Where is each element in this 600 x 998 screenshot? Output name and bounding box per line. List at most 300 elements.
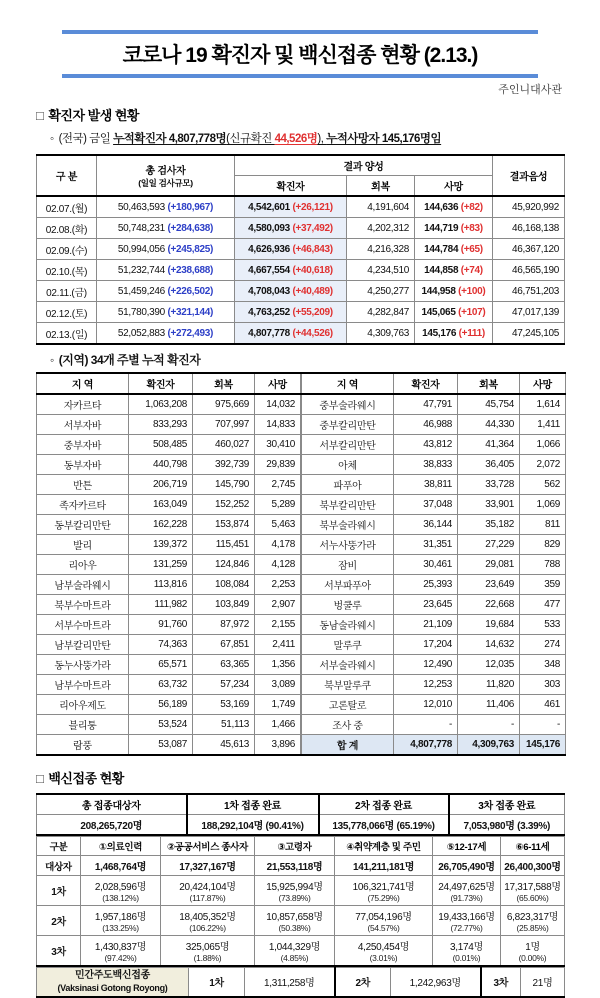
region-row	[302, 515, 566, 535]
region-name: 자카르타	[37, 394, 129, 415]
confirmed-delta: (+40,618)	[292, 264, 333, 276]
region-confirmed: 53,524	[129, 715, 193, 735]
region-row	[37, 455, 301, 475]
region-name: 벙쿨루	[302, 595, 394, 615]
dose-percent: (65.60%)	[516, 893, 549, 903]
tested-delta: (+321,144)	[167, 306, 214, 318]
region-recovered: 45,754	[458, 394, 520, 415]
total-label: 합 계	[302, 735, 394, 756]
region-recovered: 45,613	[193, 735, 255, 756]
deaths-cell	[415, 260, 493, 281]
region-name: 족자카르타	[37, 495, 129, 515]
square-bullet-icon: □	[36, 108, 44, 123]
dose-percent: (0.00%)	[518, 953, 547, 963]
region-row	[37, 655, 301, 675]
negative-cell: 45,920,992	[493, 196, 565, 218]
deaths-delta: (+107)	[458, 306, 486, 318]
region-table-left	[36, 372, 301, 756]
region-deaths: 461	[520, 695, 566, 715]
region-name: 리아우	[37, 555, 129, 575]
dose-percent: (133.25%)	[102, 923, 139, 933]
target-label: 대상자	[37, 856, 81, 876]
region-name: 남부칼리만탄	[37, 635, 129, 655]
dose-cell	[433, 876, 501, 906]
tested-value: 51,232,744	[117, 264, 165, 276]
col-header-tested	[97, 155, 235, 196]
total-confirmed: 4,807,778	[394, 735, 458, 756]
deaths-value: 144,636	[424, 201, 459, 213]
tested-delta: (+226,502)	[167, 285, 214, 297]
paren-close: ),	[317, 133, 327, 145]
gotong-dose3-value: 21명	[521, 968, 565, 997]
dose-value: 77,054,196명	[355, 912, 412, 923]
region-deaths: 29,839	[255, 455, 301, 475]
dose-cell	[81, 876, 161, 906]
region-recovered: 460,027	[193, 435, 255, 455]
region-heading-text: (지역) 34개 주별 누적 확진자	[58, 353, 201, 367]
daily-cases-table	[36, 154, 565, 345]
region-row	[37, 394, 301, 415]
region-row	[302, 615, 566, 635]
col-header-deaths: 사망	[255, 373, 301, 394]
region-recovered: 23,649	[458, 575, 520, 595]
deaths-delta: (+83)	[460, 222, 483, 234]
region-deaths: 477	[520, 595, 566, 615]
region-row	[37, 695, 301, 715]
dose-value: 19,433,166명	[438, 912, 495, 923]
dose-percent: (1.88%)	[193, 953, 222, 963]
title-top-bar	[62, 30, 538, 34]
confirmed-value: 4,580,093	[248, 222, 290, 234]
recovered-cell: 4,309,763	[347, 323, 415, 345]
region-row	[302, 675, 566, 695]
confirmed-value: 4,626,936	[248, 243, 290, 255]
deaths-cell	[415, 218, 493, 239]
group-col-medical: ①의료인력	[81, 837, 161, 856]
region-recovered: 124,846	[193, 555, 255, 575]
region-recovered: -	[458, 715, 520, 735]
region-section-heading	[50, 351, 564, 368]
region-tables	[36, 372, 564, 756]
dose-cell	[161, 876, 255, 906]
dose-percent: (106.22%)	[189, 923, 226, 933]
region-recovered: 11,406	[458, 695, 520, 715]
region-confirmed: 12,253	[394, 675, 458, 695]
daily-row	[37, 218, 565, 239]
region-recovered: 67,851	[193, 635, 255, 655]
daily-row	[37, 239, 565, 260]
region-row	[37, 615, 301, 635]
region-deaths: 1,411	[520, 415, 566, 435]
circle-bullet-icon: ◦	[50, 353, 54, 367]
deaths-value: 144,958	[421, 285, 456, 297]
region-name: 서누사뚱가라	[302, 535, 394, 555]
region-recovered: 145,790	[193, 475, 255, 495]
dose-value: 3,174명	[450, 942, 483, 953]
region-deaths: 2,155	[255, 615, 301, 635]
region-recovered: 108,084	[193, 575, 255, 595]
region-confirmed: 47,791	[394, 394, 458, 415]
region-row	[37, 575, 301, 595]
region-name: 남부수마트라	[37, 675, 129, 695]
dose-percent: (117.87%)	[189, 893, 226, 903]
confirmed-cell	[235, 281, 347, 302]
date-cell: 02.13.(일)	[37, 323, 97, 345]
region-name: 북부칼리만탄	[302, 495, 394, 515]
tested-delta: (+284,638)	[167, 222, 214, 234]
region-row	[37, 515, 301, 535]
region-row	[302, 635, 566, 655]
deaths-cell	[415, 239, 493, 260]
daily-row	[37, 196, 565, 218]
negative-cell: 46,565,190	[493, 260, 565, 281]
region-confirmed: 440,798	[129, 455, 193, 475]
region-confirmed: 17,204	[394, 635, 458, 655]
tested-header-main: 총 검사자	[145, 166, 186, 177]
dose-cell	[81, 936, 161, 967]
dose-value: 325,065명	[185, 942, 230, 953]
dose-label: 1차	[37, 876, 81, 906]
negative-cell: 46,751,203	[493, 281, 565, 302]
region-confirmed: 21,109	[394, 615, 458, 635]
region-confirmed: 56,189	[129, 695, 193, 715]
summary-value-dose2: 135,778,066명 (65.19%)	[319, 815, 449, 836]
region-row	[302, 695, 566, 715]
region-confirmed: 23,645	[394, 595, 458, 615]
region-confirmed: 508,485	[129, 435, 193, 455]
target-value: 17,327,167명	[161, 856, 255, 876]
region-confirmed: 113,816	[129, 575, 193, 595]
vaccine-summary-table	[36, 793, 565, 836]
dose-value: 6,823,317명	[506, 912, 559, 923]
region-confirmed: 37,048	[394, 495, 458, 515]
date-cell: 02.12.(토)	[37, 302, 97, 323]
region-name: 북부수마트라	[37, 595, 129, 615]
recovered-cell: 4,282,847	[347, 302, 415, 323]
dose-percent: (73.89%)	[278, 893, 311, 903]
confirmed-value: 4,667,554	[248, 264, 290, 276]
col-header-confirmed: 확진자	[129, 373, 193, 394]
tested-delta: (+245,825)	[167, 243, 214, 255]
region-name: 아체	[302, 455, 394, 475]
group-col-6-11: ⑥6-11세	[501, 837, 565, 856]
region-deaths: 5,463	[255, 515, 301, 535]
region-row	[302, 535, 566, 555]
summary-value-total: 208,265,720명	[37, 815, 187, 836]
summary-header-total: 총 접종대상자	[37, 794, 187, 815]
date-cell: 02.11.(금)	[37, 281, 97, 302]
region-row	[302, 415, 566, 435]
group-col-label: 구분	[37, 837, 81, 856]
title-banner	[62, 30, 538, 78]
region-row	[37, 715, 301, 735]
confirmed-delta: (+55,209)	[292, 306, 333, 318]
dose-cell	[335, 876, 433, 906]
region-deaths: 14,833	[255, 415, 301, 435]
col-header-deaths: 사망	[520, 373, 566, 394]
dose-cell	[81, 906, 161, 936]
confirmed-cell	[235, 260, 347, 281]
region-deaths: 359	[520, 575, 566, 595]
region-recovered: 392,739	[193, 455, 255, 475]
region-recovered: 27,229	[458, 535, 520, 555]
region-name: 블리퉁	[37, 715, 129, 735]
region-confirmed: 38,833	[394, 455, 458, 475]
tested-delta: (+238,688)	[167, 264, 214, 276]
dose-cell	[335, 906, 433, 936]
dose-cell	[501, 906, 565, 936]
confirmed-value: 4,763,252	[248, 306, 290, 318]
group-col-elderly: ③고령자	[255, 837, 335, 856]
gotong-label-en: (Vaksinasi Gotong Royong)	[57, 982, 168, 993]
region-deaths: 348	[520, 655, 566, 675]
tested-cell	[97, 260, 235, 281]
target-value: 141,211,181명	[335, 856, 433, 876]
region-name: 동부자바	[37, 455, 129, 475]
gotong-dose1-label: 1차	[189, 968, 245, 997]
region-recovered: 103,849	[193, 595, 255, 615]
region-name: 동부칼리만탄	[37, 515, 129, 535]
gotong-dose1-value: 1,311,258명	[245, 968, 335, 997]
gotong-royong-table	[36, 967, 565, 998]
title-bottom-bar	[62, 74, 538, 78]
summary-header-dose2: 2차 접종 완료	[319, 794, 449, 815]
region-confirmed: 36,144	[394, 515, 458, 535]
region-confirmed: 30,461	[394, 555, 458, 575]
dose-percent: (3.01%)	[369, 953, 398, 963]
region-row	[302, 555, 566, 575]
region-confirmed: 25,393	[394, 575, 458, 595]
region-confirmed: 111,982	[129, 595, 193, 615]
tested-cell	[97, 281, 235, 302]
region-recovered: 12,035	[458, 655, 520, 675]
dose-value: 1명	[525, 942, 540, 953]
col-header-negative: 결과음성	[493, 155, 565, 196]
dose-cell	[255, 936, 335, 967]
region-recovered: 22,668	[458, 595, 520, 615]
dose-row	[37, 876, 565, 906]
region-deaths: 2,072	[520, 455, 566, 475]
region-recovered: 36,405	[458, 455, 520, 475]
daily-row	[37, 260, 565, 281]
region-deaths: 788	[520, 555, 566, 575]
tested-cell	[97, 196, 235, 218]
region-name: 리아우제도	[37, 695, 129, 715]
gotong-label	[37, 968, 189, 997]
dose-cell	[335, 936, 433, 967]
tested-value: 50,748,231	[117, 222, 165, 234]
confirmed-value: 4,542,601	[248, 201, 290, 213]
col-header-positive: 결과 양성	[235, 155, 493, 176]
dose-percent: (0.01%)	[452, 953, 481, 963]
dose-label: 3차	[37, 936, 81, 967]
region-name: 중부자바	[37, 435, 129, 455]
dose-value: 1,957,186명	[94, 912, 147, 923]
region-name: 서부칼리만탄	[302, 435, 394, 455]
dose-cell	[501, 936, 565, 967]
confirmed-delta: (+40,489)	[292, 285, 333, 297]
region-deaths: 829	[520, 535, 566, 555]
dose-value: 24,497,625명	[438, 882, 495, 893]
dose-row	[37, 936, 565, 967]
national-summary-line	[50, 130, 564, 146]
region-confirmed: 131,259	[129, 555, 193, 575]
region-deaths: 274	[520, 635, 566, 655]
region-confirmed: 53,087	[129, 735, 193, 756]
col-header-confirmed: 확진자	[235, 176, 347, 197]
summary-header-dose1: 1차 접종 완료	[187, 794, 319, 815]
negative-cell: 47,245,105	[493, 323, 565, 345]
dose-cell	[255, 876, 335, 906]
region-deaths: 2,745	[255, 475, 301, 495]
dose-value: 106,321,741명	[352, 882, 415, 893]
agency-name: 주인니대사관	[498, 84, 562, 96]
dose-percent: (138.12%)	[102, 893, 139, 903]
date-cell: 02.09.(수)	[37, 239, 97, 260]
vaccine-section-heading	[36, 768, 564, 787]
deaths-cell	[415, 302, 493, 323]
negative-cell: 47,017,139	[493, 302, 565, 323]
target-value: 26,705,490명	[433, 856, 501, 876]
region-row	[302, 595, 566, 615]
region-confirmed: 43,812	[394, 435, 458, 455]
region-name: 동누사뚱가라	[37, 655, 129, 675]
region-deaths: 1,466	[255, 715, 301, 735]
col-header-region: 지 역	[37, 373, 129, 394]
region-recovered: 152,252	[193, 495, 255, 515]
cases-heading-text: 확진자 발생 현황	[48, 108, 139, 123]
daily-row	[37, 302, 565, 323]
confirmed-cell	[235, 323, 347, 345]
region-deaths: 562	[520, 475, 566, 495]
region-row	[37, 495, 301, 515]
region-recovered: 19,684	[458, 615, 520, 635]
dose-value: 2,028,596명	[94, 882, 147, 893]
paren-open: (신규확진	[226, 133, 275, 145]
deaths-delta: (+65)	[460, 243, 483, 255]
region-name: 고론탈로	[302, 695, 394, 715]
page-title: 코로나 19 확진자 및 백신접종 현황 (2.13.)	[122, 44, 478, 67]
gotong-dose2-label: 2차	[335, 968, 391, 997]
confirmed-value: 4,807,778	[248, 327, 290, 339]
tested-value: 51,459,246	[117, 285, 165, 297]
recovered-cell: 4,234,510	[347, 260, 415, 281]
dose-percent: (72.77%)	[450, 923, 483, 933]
region-name: 중부술라웨시	[302, 394, 394, 415]
region-deaths: 30,410	[255, 435, 301, 455]
gotong-dose2-value: 1,242,963명	[391, 968, 481, 997]
confirmed-delta: (+37,492)	[292, 222, 333, 234]
region-total-row	[302, 735, 566, 756]
dose-value: 20,424,104명	[179, 882, 236, 893]
cum-deaths-text: 누적사망자 145,176명임	[326, 133, 442, 145]
negative-cell: 46,168,138	[493, 218, 565, 239]
region-recovered: 35,182	[458, 515, 520, 535]
region-table-right	[301, 372, 566, 756]
tested-value: 50,463,593	[117, 201, 165, 213]
deaths-value: 144,784	[424, 243, 459, 255]
region-row-investigating	[302, 715, 566, 735]
region-confirmed: 91,760	[129, 615, 193, 635]
tested-delta: (+272,493)	[167, 327, 214, 339]
recovered-cell: 4,250,277	[347, 281, 415, 302]
cum-confirmed-text: 누적확진자 4,807,778명	[113, 133, 227, 145]
region-name: 서부자바	[37, 415, 129, 435]
region-row	[37, 635, 301, 655]
region-confirmed: 12,490	[394, 655, 458, 675]
recovered-cell: 4,216,328	[347, 239, 415, 260]
region-recovered: 33,728	[458, 475, 520, 495]
region-recovered: 44,330	[458, 415, 520, 435]
tested-value: 51,780,390	[117, 306, 165, 318]
region-deaths: 533	[520, 615, 566, 635]
region-deaths: 4,178	[255, 535, 301, 555]
region-row	[37, 675, 301, 695]
region-deaths: 1,749	[255, 695, 301, 715]
col-header-recovered: 회복	[193, 373, 255, 394]
deaths-delta: (+74)	[460, 264, 483, 276]
tested-cell	[97, 218, 235, 239]
region-name: 잠비	[302, 555, 394, 575]
region-deaths: 1,614	[520, 394, 566, 415]
region-deaths: 1,066	[520, 435, 566, 455]
dose-label: 2차	[37, 906, 81, 936]
col-header-recovered: 회복	[458, 373, 520, 394]
region-deaths: 811	[520, 515, 566, 535]
confirmed-cell	[235, 239, 347, 260]
dose-cell	[433, 936, 501, 967]
date-cell: 02.07.(월)	[37, 196, 97, 218]
region-confirmed: 206,719	[129, 475, 193, 495]
region-recovered: 153,874	[193, 515, 255, 535]
vaccine-heading-text: 백신접종 현황	[48, 771, 124, 786]
region-row	[37, 475, 301, 495]
confirmed-delta: (+46,843)	[292, 243, 333, 255]
gotong-label-ko: 민간주도백신접종	[75, 970, 150, 981]
dose-percent: (54.57%)	[367, 923, 400, 933]
region-recovered: 707,997	[193, 415, 255, 435]
vaccine-group-table	[36, 836, 565, 967]
gotong-row	[37, 968, 565, 997]
region-confirmed: 1,063,208	[129, 394, 193, 415]
region-deaths: -	[520, 715, 566, 735]
region-recovered: 87,972	[193, 615, 255, 635]
region-confirmed: 31,351	[394, 535, 458, 555]
region-row	[302, 455, 566, 475]
confirmed-value: 4,708,043	[248, 285, 290, 297]
region-deaths: 14,032	[255, 394, 301, 415]
region-name: 서부파푸아	[302, 575, 394, 595]
region-row	[302, 575, 566, 595]
deaths-value: 145,176	[422, 327, 457, 339]
region-recovered: 57,234	[193, 675, 255, 695]
deaths-delta: (+111)	[458, 327, 485, 339]
region-name: 중부칼리만탄	[302, 415, 394, 435]
region-recovered: 33,901	[458, 495, 520, 515]
dose-value: 10,857,658명	[266, 912, 323, 923]
group-col-12-17: ⑤12-17세	[433, 837, 501, 856]
region-deaths: 3,089	[255, 675, 301, 695]
recovered-cell: 4,191,604	[347, 196, 415, 218]
dose-percent: (97.42%)	[104, 953, 137, 963]
dose-cell	[433, 906, 501, 936]
region-name: 반튼	[37, 475, 129, 495]
region-deaths: 1,069	[520, 495, 566, 515]
total-deaths: 145,176	[520, 735, 566, 756]
region-row	[302, 495, 566, 515]
negative-cell: 46,367,120	[493, 239, 565, 260]
dose-value: 1,430,837명	[94, 942, 147, 953]
